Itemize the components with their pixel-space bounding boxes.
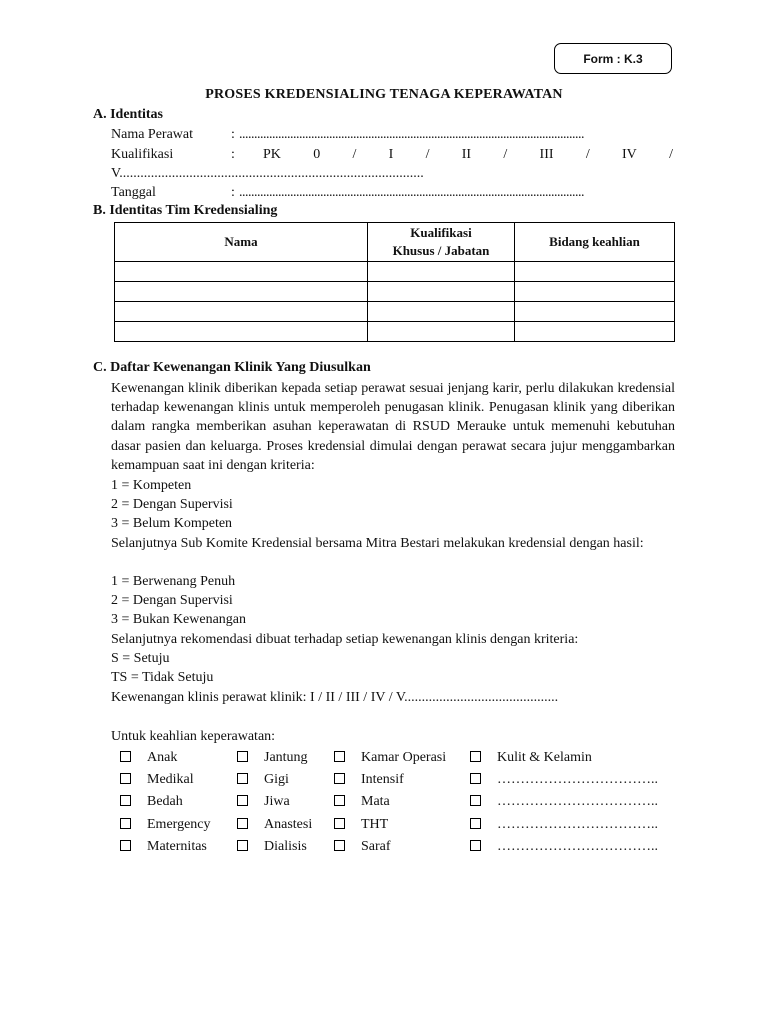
result-item: 1 = Berwenang Penuh: [111, 574, 236, 589]
checkbox-item[interactable]: [237, 770, 289, 790]
table-row: [115, 262, 675, 282]
checkbox-label: Mata: [361, 794, 390, 809]
checkbox-label: Medikal: [147, 772, 194, 787]
table-cell[interactable]: [515, 262, 675, 282]
checkbox[interactable]: [120, 840, 131, 851]
col-nama-header: Nama: [115, 223, 368, 262]
tanggal-field[interactable]: ...................................................................................................................: [239, 185, 584, 200]
criteria-item: 2 = Dengan Supervisi: [111, 497, 233, 512]
table-row: [115, 322, 675, 342]
checkbox[interactable]: [237, 840, 248, 851]
table-cell[interactable]: [115, 262, 368, 282]
table-header-row: [115, 223, 675, 262]
checkbox[interactable]: [470, 751, 481, 762]
table-cell[interactable]: [368, 322, 515, 342]
checkbox-item[interactable]: [470, 815, 658, 835]
nama-perawat-field[interactable]: ...................................................................................................................: [239, 127, 584, 142]
separator: /: [352, 147, 357, 162]
checkbox[interactable]: [237, 795, 248, 806]
table-cell[interactable]: [115, 322, 368, 342]
checkbox-item[interactable]: [120, 815, 211, 835]
checkbox[interactable]: [470, 818, 481, 829]
checkbox-label: Intensif: [361, 772, 404, 787]
checkbox-label: Kulit & Kelamin: [497, 750, 592, 765]
keahlian-heading: Untuk keahlian keperawatan:: [111, 729, 276, 744]
tanggal-row: [111, 183, 673, 202]
checkbox[interactable]: [120, 773, 131, 784]
checkbox[interactable]: [237, 818, 248, 829]
checkbox-item[interactable]: [120, 748, 177, 768]
page-title: PROSES KREDENSIALING TENAGA KEPERAWATAN: [205, 87, 563, 102]
checkbox-item[interactable]: [237, 815, 312, 835]
kualifikasi-option[interactable]: I: [388, 147, 394, 162]
checkbox[interactable]: [334, 840, 345, 851]
checkbox[interactable]: [120, 751, 131, 762]
checkbox-label: ……………………………..: [497, 794, 658, 809]
checkbox-item[interactable]: [470, 837, 658, 857]
colon: :: [231, 185, 235, 200]
col-kualifikasi-line2: Khusus / Jabatan: [392, 243, 490, 258]
recommendation-item: S = Setuju: [111, 651, 170, 666]
nama-perawat-row: [111, 125, 673, 144]
separator: /: [503, 147, 508, 162]
recommendation-item: TS = Tidak Setuju: [111, 670, 214, 685]
kualifikasi-option[interactable]: IV: [622, 147, 637, 162]
table-cell[interactable]: [515, 322, 675, 342]
checkbox-item[interactable]: [334, 837, 391, 857]
kualifikasi-option[interactable]: II: [461, 147, 472, 162]
criteria-item: 1 = Kompeten: [111, 478, 192, 493]
checkbox-label: ……………………………..: [497, 817, 658, 832]
table-row: [115, 302, 675, 322]
checkbox[interactable]: [237, 751, 248, 762]
kualifikasi-label: Kualifikasi: [111, 147, 174, 162]
result-item: 2 = Dengan Supervisi: [111, 593, 233, 608]
checkbox[interactable]: [334, 773, 345, 784]
tanggal-label: Tanggal: [111, 185, 156, 200]
checkbox[interactable]: [237, 773, 248, 784]
checkbox[interactable]: [334, 818, 345, 829]
checkbox[interactable]: [334, 751, 345, 762]
checkbox-item[interactable]: [237, 792, 290, 812]
checkbox-label: THT: [361, 817, 389, 832]
colon: :: [231, 147, 235, 162]
kualifikasi-continuation[interactable]: V.......................................................................................: [111, 166, 424, 181]
section-b-heading: B. Identitas Tim Kredensialing: [93, 203, 278, 218]
checkbox-item[interactable]: [470, 748, 592, 768]
checkbox-item[interactable]: [470, 792, 658, 812]
checkbox-label: Bedah: [147, 794, 183, 809]
section-c-paragraph-2: Selanjutnya Sub Komite Kredensial bersama Mitra Bestari melakukan kredensial dengan hasil:: [111, 536, 644, 551]
nama-perawat-label: Nama Perawat: [111, 127, 194, 142]
criteria-item: 3 = Belum Kompeten: [111, 516, 233, 531]
form-code: Form : K.3: [583, 51, 643, 66]
tim-table: [114, 222, 675, 342]
col-kualifikasi-line1: Kualifikasi: [410, 225, 472, 240]
checkbox-label: Anastesi: [264, 817, 313, 832]
checkbox-label: ……………………………..: [497, 772, 658, 787]
checkbox-label: ……………………………..: [497, 839, 658, 854]
table-cell[interactable]: [515, 302, 675, 322]
checkbox[interactable]: [120, 795, 131, 806]
section-c-paragraph: Kewenangan klinik diberikan kepada setiap perawat sesuai jenjang karir, perlu dilakukan kredensial terhadap kewenangan klinis untuk memperoleh penugasan klinik. Penugasan klinik yang diberikan dalam rangka memberikan asuhan keperawatan di RSUD Merauke untuk memenuhi kebutuhan dasar pasien dan keluarga. Proses kredensial dimulai dengan perawat secara jujur menggambarkan kemampuan saat ini dengan kriteria:: [111, 381, 675, 473]
result-item: 3 = Bukan Kewenangan: [111, 612, 247, 627]
checkbox-item[interactable]: [120, 837, 207, 857]
checkbox-item[interactable]: [120, 770, 194, 790]
checkbox-item[interactable]: [237, 837, 307, 857]
section-c-paragraph-3: Selanjutnya rekomendasi dibuat terhadap setiap kewenangan klinis dengan kriteria:: [111, 632, 579, 647]
table-cell[interactable]: [515, 282, 675, 302]
checkbox-label: Jantung: [264, 750, 308, 765]
kualifikasi-options: [263, 145, 673, 164]
checkbox[interactable]: [120, 818, 131, 829]
checkbox-label: Emergency: [147, 817, 211, 832]
checkbox-label: Jiwa: [264, 794, 290, 809]
checkbox-item[interactable]: [334, 815, 388, 835]
checkbox-label: Maternitas: [147, 839, 207, 854]
kualifikasi-option[interactable]: 0: [313, 147, 321, 162]
kualifikasi-option[interactable]: III: [539, 147, 554, 162]
table-cell[interactable]: [368, 262, 515, 282]
table-cell[interactable]: [368, 282, 515, 302]
form-code-box: [554, 43, 672, 74]
checkbox-item[interactable]: [334, 792, 390, 812]
separator: /: [585, 147, 590, 162]
checkbox-item[interactable]: [120, 792, 183, 812]
kualifikasi-option[interactable]: PK: [263, 147, 281, 162]
checkbox-item[interactable]: [237, 748, 308, 768]
checkbox-label: Saraf: [361, 839, 391, 854]
col-kualifikasi-header: [368, 223, 515, 262]
checkbox[interactable]: [470, 795, 481, 806]
table-cell[interactable]: [115, 302, 368, 322]
section-a-heading: A. Identitas: [93, 107, 164, 122]
checkbox[interactable]: [470, 840, 481, 851]
section-c-heading: C. Daftar Kewenangan Klinik Yang Diusulkan: [93, 360, 371, 375]
separator: /: [669, 147, 673, 162]
checkbox-label: Kamar Operasi: [361, 750, 447, 765]
col-bidang-header: Bidang keahlian: [515, 223, 675, 262]
colon: :: [231, 127, 235, 142]
table-row: [115, 282, 675, 302]
checkbox[interactable]: [334, 795, 345, 806]
checkbox[interactable]: [470, 773, 481, 784]
table-cell[interactable]: [368, 302, 515, 322]
kualifikasi-row: [111, 145, 673, 164]
checkbox-label: Gigi: [264, 772, 289, 787]
checkbox-item[interactable]: [470, 770, 658, 790]
kewenangan-line[interactable]: Kewenangan klinis perawat klinik: I / II / III / IV / V............................................: [111, 690, 559, 705]
separator: /: [425, 147, 430, 162]
table-cell[interactable]: [115, 282, 368, 302]
checkbox-item[interactable]: [334, 748, 446, 768]
checkbox-label: Dialisis: [264, 839, 307, 854]
checkbox-item[interactable]: [334, 770, 404, 790]
checkbox-label: Anak: [147, 750, 178, 765]
